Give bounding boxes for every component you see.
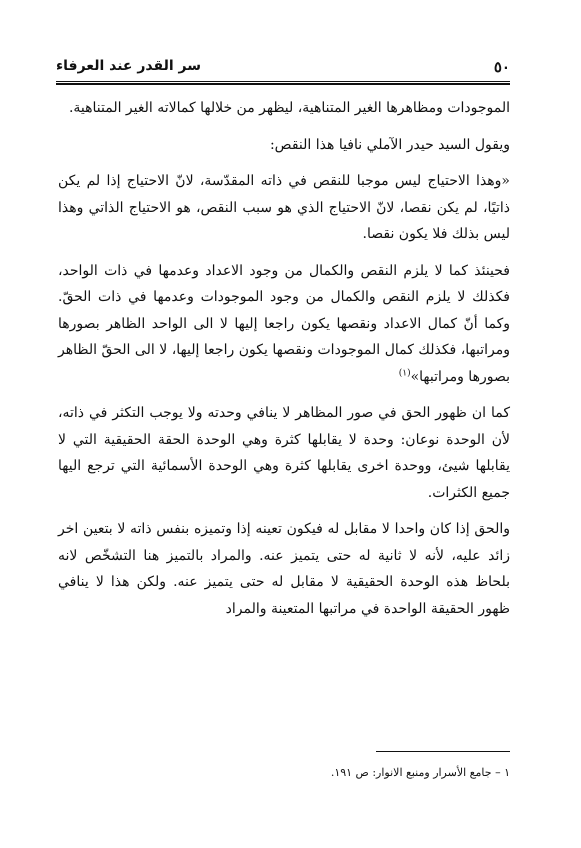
- paragraph-text: فحينئذ كما لا يلزم النقص والكمال من وجود الاعداد وعدمها في ذات الواحد، فكذلك لا يلزم النقص والكمال من وجود الموجودات وعدمها في ذات الحقّ. وكما أنّ كمال الاعداد ونقصها يكون راجعا إليها لا الى الواحد الظاهر بصورها ومراتبها، فكذلك كمال الموجودات ونقصها يكون راجعا إليها، لا الى الحقّ الظاهر بصورها ومراتبها»: [58, 262, 510, 385]
- paragraph: كما ان ظهور الحق في صور المظاهر لا ينافي وحدته ولا يوجب التكثر في ذاته، لأن الوحدة نوعان: وحدة لا يقابلها كثرة وهي الوحدة الحقة الحقيقية التي لا يقابلها شيئ، ووحدة اخرى يقابلها كثرة وهي الوحدة الأسمائية التي ترجع اليها جميع الكثرات.: [58, 405, 510, 501]
- footnote: ١ – جامع الأسرار ومنبع الانوار: ص ١٩١.: [330, 766, 510, 779]
- paragraph: الموجودات ومظاهرها الغير المتناهية، ليظهر من خلالها كمالاته الغير المتناهية.: [68, 100, 510, 116]
- paragraph: والحق إذا كان واحدا لا مقابل له فيكون تعينه إذا وتميزه بنفس ذاته لا بتعين اخر زائد عليه، لأنه لا ثانية له حتى يتميز عنه. والمراد بالتميز هنا التشخّص لانه بلحاظ هذه الوحدة الحقيقية لا مقابل له حتى يتميز عنه. ولكن هذا لا ينافي ظهور الحقيقة الواحدة في مراتبها المتعينة والمراد: [58, 521, 510, 617]
- footnote-marker: (١): [398, 367, 411, 378]
- running-title: سر القدر عند العرفاء: [56, 58, 201, 74]
- main-text: [58, 95, 510, 632]
- page-number: ٥٠: [493, 58, 510, 76]
- paragraph: ويقول السيد حيدر الآملي نافيا هذا النقص:: [269, 136, 510, 153]
- paragraph: «وهذا الاحتياج ليس موجبا للنقص في ذاته المقدّسة، لانّ الاحتياج إذا لم يكن ذاتيًا، لم يكن نقصا، لانّ الاحتياج الذي هو سبب النقص، هو الاحتياج الذاتي وهذا ليس بذلك فلا يكون نقصا.: [58, 173, 510, 242]
- page-header: [56, 54, 510, 82]
- footnote-rule: [376, 751, 510, 752]
- header-rule: [56, 81, 510, 85]
- paragraph: [58, 258, 510, 391]
